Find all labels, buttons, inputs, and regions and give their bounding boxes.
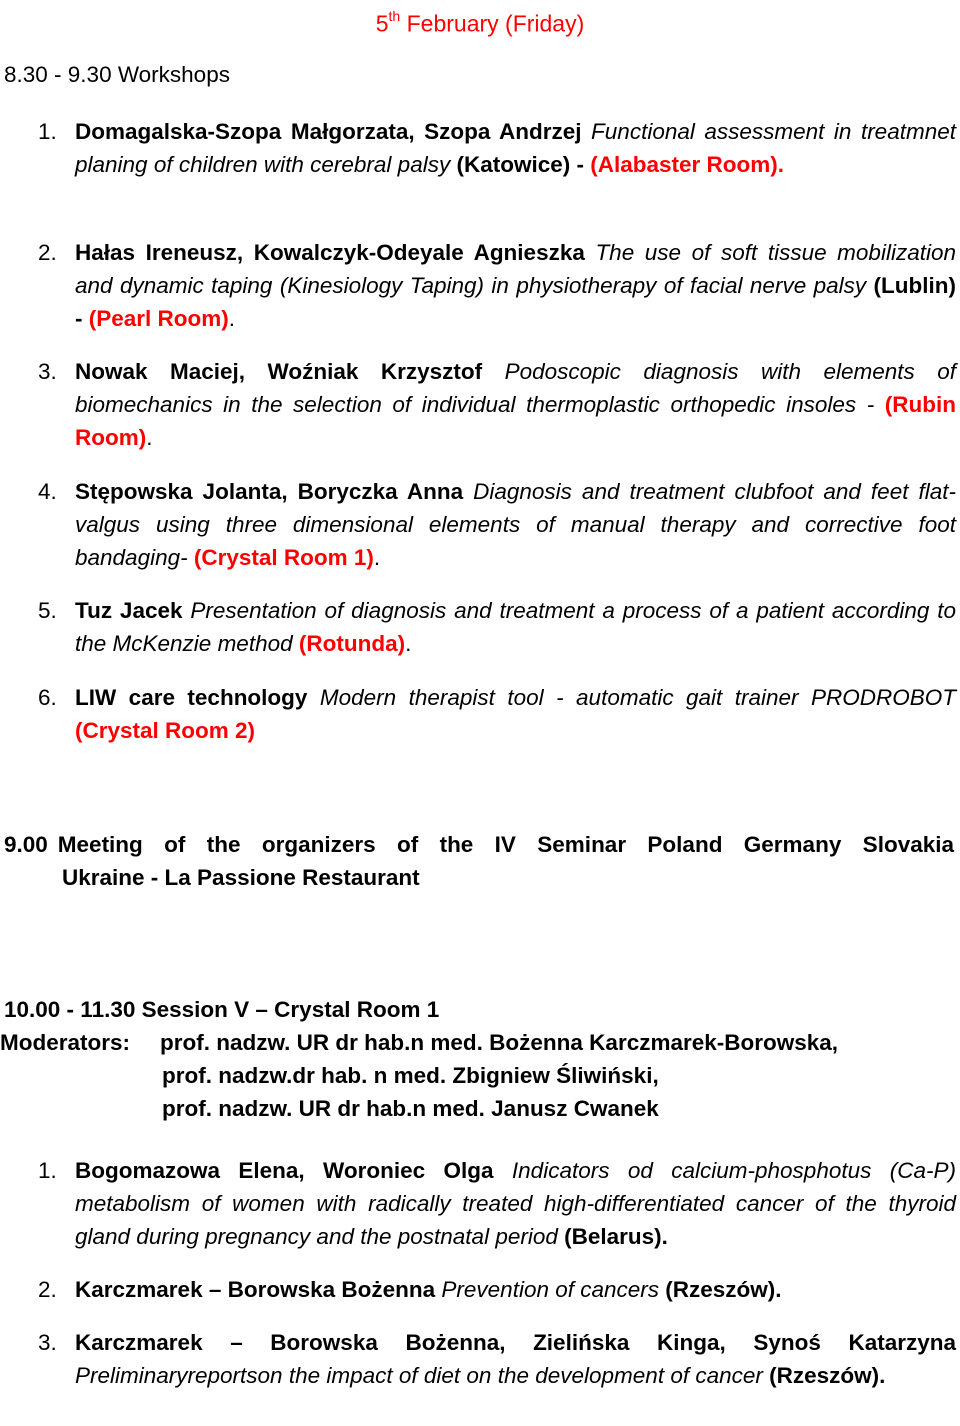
item-title: Modern therapist tool - automatic gait trainer PRODROBOT — [319, 685, 956, 710]
day-number: 5 — [375, 10, 389, 37]
day-suffix: th — [388, 8, 401, 24]
item-title: Prevention of cancers — [441, 1277, 660, 1302]
session-title: 10.00 - 11.30 Session V – Crystal Room 1 — [4, 997, 440, 1022]
item-authors: Nowak Maciej, Woźniak Krzysztof — [75, 359, 505, 384]
item-room: (Crystal Room 2) — [75, 718, 256, 743]
moderators-label: Moderators: — [0, 1030, 131, 1055]
moderators-block — [0, 1026, 838, 1125]
day-rest: February (Friday) — [400, 10, 585, 37]
item-room: (Alabaster Room). — [590, 152, 785, 177]
item-number: 2. — [38, 240, 57, 265]
item-number: 1. — [38, 1158, 57, 1183]
item-number: 3. — [38, 1330, 57, 1355]
item-number: 1. — [38, 119, 57, 144]
day-header — [0, 0, 960, 42]
item-tail: . — [228, 306, 236, 331]
item-room: (Crystal Room 1) — [193, 545, 374, 570]
meeting-line-1 — [4, 828, 954, 861]
meeting-text-1: Meeting of the organizers of the IV Seminar Poland Germany Slovakia — [57, 832, 954, 857]
item-title: Functional assessment in treatmnet planing of children with cerebral palsy — [75, 119, 956, 177]
item-origin: (Rzeszów). — [769, 1363, 886, 1388]
workshops-title: 8.30 - 9.30 Workshops — [4, 62, 230, 87]
item-origin: (Belarus). — [557, 1224, 668, 1249]
item-number: 2. — [38, 1277, 57, 1302]
session-item-1 — [0, 1154, 960, 1253]
workshop-item-3 — [0, 355, 960, 454]
item-title: Podoscopic diagnosis with elements of biomechanics in the selection of individual thermoplastic orthopedic insoles - — [75, 359, 957, 417]
item-title: Preliminaryreportson the impact of diet on the development of cancer — [75, 1363, 770, 1388]
session-list-3 — [0, 1326, 960, 1392]
item-title: The use of soft tissue mobilization and dynamic taping (Kinesiology Taping) in physiotherapy of facial nerve palsy — [75, 240, 956, 298]
item-authors: LIW care technology — [75, 685, 320, 710]
meeting-text-2: Ukraine - La Passione Restaurant — [62, 865, 420, 890]
item-room: (Rotunda) — [298, 631, 406, 656]
workshop-list-6 — [0, 681, 960, 747]
item-origin: (Rzeszów). — [659, 1277, 782, 1302]
workshop-item-5 — [0, 594, 960, 660]
workshop-item-1 — [0, 115, 960, 181]
item-title: Diagnosis and treatment clubfoot and feet flat-valgus using three dimensional elements of manual therapy and corrective foot bandaging- — [75, 479, 956, 570]
session-item-2 — [0, 1273, 960, 1306]
item-authors: Karczmarek – Borowska Bożenna — [75, 1277, 442, 1302]
item-number: 4. — [38, 479, 57, 504]
meeting-block — [4, 828, 954, 894]
session-list-1 — [0, 1154, 960, 1253]
meeting-time: 9.00 — [4, 832, 48, 857]
item-number: 5. — [38, 598, 57, 623]
moderator-3: prof. nadzw. UR dr hab.n med. Janusz Cwanek — [162, 1096, 659, 1121]
workshop-list-4 — [0, 475, 960, 574]
item-authors: Stępowska Jolanta, Boryczka Anna — [75, 479, 474, 504]
workshop-item-6 — [0, 681, 960, 747]
item-authors: Domagalska-Szopa Małgorzata, Szopa Andrzej — [75, 119, 592, 144]
workshop-item-4 — [0, 475, 960, 574]
moderators-line-1 — [0, 1026, 838, 1059]
workshop-list-3 — [0, 355, 960, 454]
session-list-2 — [0, 1273, 960, 1306]
session-item-3 — [0, 1326, 960, 1392]
item-tail: . — [405, 631, 412, 656]
item-tail: . — [373, 545, 381, 570]
item-room: (Pearl Room) — [88, 306, 229, 331]
item-authors: Bogomazowa Elena, Woroniec Olga — [75, 1158, 512, 1183]
workshop-list-2 — [0, 236, 960, 335]
item-number: 3. — [38, 359, 57, 384]
item-title: Presentation of diagnosis and treatment a process of a patient according to the McKenzie method — [75, 598, 956, 656]
workshop-list-5 — [0, 594, 960, 660]
item-title: Indicators od calcium-phosphotus (Ca-P) metabolism of women with radically treated high-differentiated cancer of the thyroid gland during pregnancy and the postnatal period — [75, 1158, 956, 1249]
moderator-2: prof. nadzw.dr hab. n med. Zbigniew Śliwiński, — [162, 1063, 659, 1088]
item-room: (Rubin Room) — [75, 392, 956, 450]
item-city: (Katowice) - — [450, 152, 591, 177]
moderator-1: prof. nadzw. UR dr hab.n med. Bożenna Karczmarek-Borowska, — [160, 1030, 839, 1055]
item-city: (Lublin) - — [75, 273, 957, 331]
workshop-item-2 — [0, 236, 960, 335]
item-authors: Hałas Ireneusz, Kowalczyk-Odeyale Agnieszka — [75, 240, 596, 265]
item-number: 6. — [38, 685, 57, 710]
item-tail: . — [146, 425, 153, 450]
workshop-list — [0, 115, 960, 181]
item-authors: Karczmarek – Borowska Bożenna, Zielińska Kinga, Synoś Katarzyna — [75, 1330, 956, 1355]
item-authors: Tuz Jacek — [75, 598, 191, 623]
